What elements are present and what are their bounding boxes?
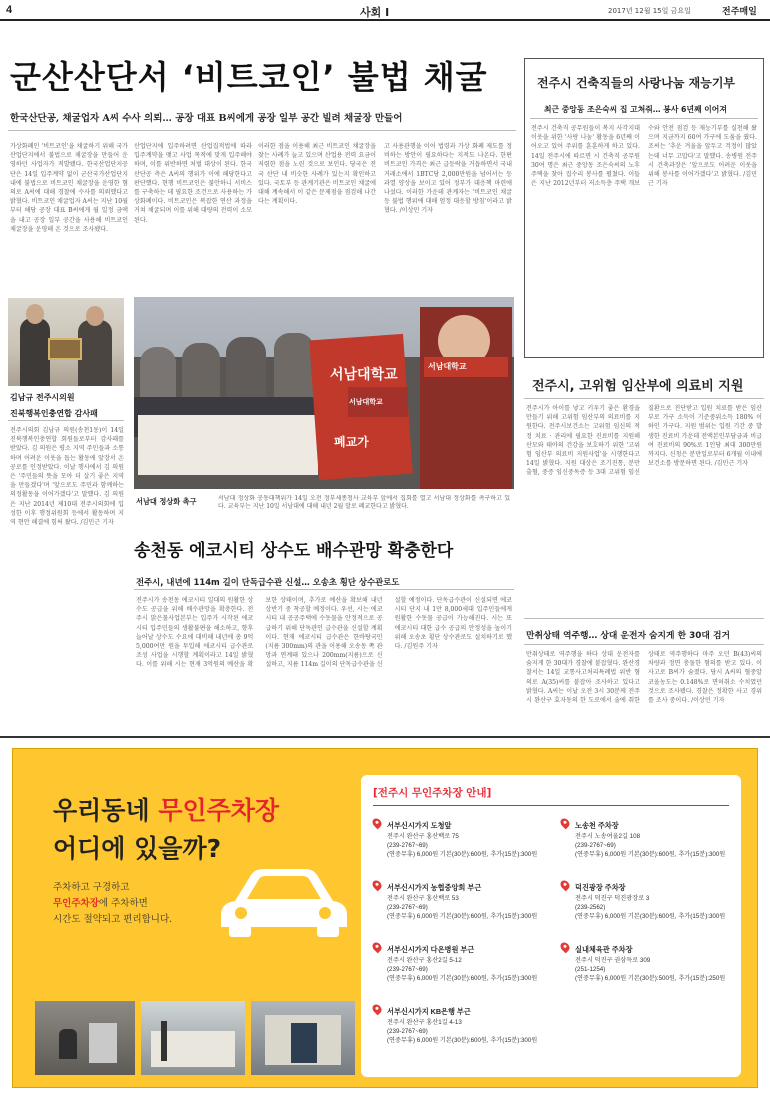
parking-lot-item [373,937,553,983]
parking-lot-address: 전주시 노송여울2길 108 [575,833,641,840]
pipe-body: 전주시가 송천동 에코시티 일대의 원활한 상수도 공급을 위해 배수관망을 확충한다. 전주시 맑은물사업본부는 입주가 시작된 에코시티 입주민들의 생활불편을 해소하고, 향후 늘어날 상수도 수요에 대비해 내년에 총 9억5,000여만 원을 투입해 에코시티 급수관로 조성 사업을 시행할 계획이라고 14일 밝혔다. 이를 위해 시는 현재 3억원의 예산을 확보한 상태이며, 추가로 예산을 확보해 내년 상반기 중 착공할 예정이다. 우선, 시는 에코시티 내 공공주택에 수돗물을 안정적으로 공급하기 위해 단독관인 급수관을 신설할 계획이다. 현재 에코시티 급수관은 한바탕국민(지름 300mm)의 관을 이용해 오송동 쪽 관망과 연계돼 있으나 200mm(지름)으로 신설하고, 지름 114m 길이의 단독급수관을 신설할 예정이다. 단독급수관이 신설되면 에코시티 단지 내 1만 8,000세대 입주민들에게 원활한 수돗물 공급이 가능해진다. 시는 또 에코시티 대한 급수 공급의 안정성을 높이기 위해 오송초 횡단 상수관로도 설치하기로 했다. /김원주 기자 [136,597,512,669]
issue-date: 2017년 12월 15일 금요일 [608,7,691,15]
parking-lot-name: 노송천 주차장 [575,821,619,830]
section-label: 사회 Ⅰ [360,6,390,19]
ad-photo-3 [251,1001,355,1075]
parking-lot-name: 서부신시가지 농협중앙회 부근 [387,883,482,892]
location-pin-icon [371,879,384,892]
parking-info-title: [전주시 무인주차장 안내] [373,787,492,799]
parking-lot-phone: (239-2767~69) [575,842,616,849]
location-pin-icon [559,817,572,830]
parking-lot-item [373,813,553,859]
award-photo [8,298,124,386]
lead-subhead: 한국산단공, 채굴업자 A씨 수사 의뢰… 공장 대표 B씨에게 공장 일부 공간 빌려 채굴장 만들어 [10,113,403,124]
parking-lot-phone: (239-2767~69) [387,904,428,911]
parking-lot-phone: (239-2767~69) [387,966,428,973]
parking-lot-fee: (연중무휴) 6,000원 기본(30분):600원, 추가(15분):300원 [575,851,726,858]
parking-lot-address: 전주시 완산구 홍산백로 53 [387,895,459,902]
location-pin-icon [371,817,384,830]
parking-lot-name: 서부신시가지 도청앞 [387,821,452,830]
photo-caption: 서남대 정상화 공동대책위가 14일 오전 정부세종청사 교육부 앞에서 집회를 열고 서남대 정상화를 촉구하고 있다. 교육부는 지난 10일 서남대에 대해 내년 2월 말로 폐교한다고 밝혔다. [218,495,510,510]
page-number: 4 [6,4,13,16]
ad-sub-2-highlight: 무인주차장 [53,898,99,909]
location-pin-icon [559,941,572,954]
parking-lot-fee: (연중무휴) 6,000원 기본(30분):600원, 추가(15분):300원 [387,851,538,858]
drunk-body: 만취상태로 역주행을 하다 상대 운전자를 숨지게 한 30대가 경찰에 붙잡혔다. 완산경찰서는 14일 교통사고처리특례법 위반 혐의로 A(35)씨를 붙잡아 조사하고 있다고 밝혔다. A씨는 이날 오전 3시 30분께 전주시 완산구 효자동의 한 도로에서 술에 취한 상태로 역주행하다 마주 오던 B(43)씨의 차량과 정면 충돌한 혐의를 받고 있다. 이 사고로 B씨가 숨졌다. 당시 A씨의 혈중알코올농도는 0.148%로 면허취소 수치였던 것으로 조사됐다. 경찰은 정확한 사고 경위를 조사 중이다. /이상민 기자 [526,651,762,705]
lead-col-1: 가상화폐인 '비트코인'을 채굴하기 위해 국가산업단지에서 불법으로 채굴장을 만들어 운영하던 사업자가 적발됐다. 한국산업단지공단은 14일 입주계약 없이 군산국가산업단지 내에 불법으로 비트코인 채굴장을 운영한 혐의로 A씨에 대해 경찰에 수사를 의뢰했다고 밝혔다. 비트코인 채굴업자 A씨는 지난 10월부터 해당 공장 대표 B씨에게 월 일정 금액을 내고 공장 일부 공간을 사용해 비트코인 채굴장을 운영해 온 것으로 조사됐다. [10,143,128,233]
lead-col-4: 고 사용관행을 이어 법령과 가상 화폐 제도를 정비하는 방안이 필요하다는 지적도 나온다. 한편 비트코인 가격은 최근 급등락을 거듭하면서 국내 거래소에서 1BTC당 2,000만원을 넘어서는 등 과열 양상을 보이고 있어 정부가 대응책 마련에 나섰다. 이러한 가운데 관계자는 '비트코인 채굴 등 불법 행위에 대해 엄정 대응할 방침'이라고 밝혔다. /이상민 기자 [384,143,512,215]
ad-title-highlight: 무인주차장 [158,796,280,825]
parking-lot-fee: (연중무휴) 6,000원 기본(30분):500원, 추가(15분):250원 [575,975,726,982]
parking-lot-address: 전주시 완산구 홍산백로 75 [387,833,459,840]
parking-lot-fee: (연중무휴) 6,000원 기본(30분):600원, 추가(15분):300원 [387,1037,538,1044]
parking-lot-phone: (251-1254) [575,966,606,973]
parking-lot-address: 전주시 완산구 홍산2길 5-12 [387,957,462,964]
pipe-headline: 송천동 에코시티 상수도 배수관망 확충한다 [134,541,454,561]
parking-lot-fee: (연중무휴) 6,000원 기본(30분):600원, 추가(15분):300원 [387,975,538,982]
ad-sub-1: 주차하고 구경하고 [53,882,130,893]
parking-lot-phone: (239-2767~69) [387,842,428,849]
ad-photo-2 [141,1001,245,1075]
parking-lot-phone: (239-2767~69) [387,1028,428,1035]
parking-lot-address: 전주시 완산구 홍산1길 4-13 [387,1019,462,1026]
protest-sign-sub: 폐교가 [334,435,369,449]
lead-col-3: 이러한 점을 이용해 최근 비트코인 채굴장을 찾는 사례가 늘고 있으며 산업용 전력 요금이 저렴한 점을 노린 것으로 보인다. 당국은 전국 산단 내 비슷한 사례가 있는지 확인하고 있다. 국토부 등 관계기관은 비트코인 채굴에 대해 계속해서 이 같은 문제점을 점검해 나간다는 계획이다. [258,143,376,206]
car-icon [213,863,353,939]
parking-lot-name: 서부신시가지 KB은행 부근 [387,1007,471,1016]
protest-photo [134,297,514,489]
ad-sub-2-rest: 에 주차하면 [98,898,148,909]
parking-lot-item [373,875,553,921]
ad-title-word: 우리동네 [53,796,150,825]
parking-lot-address: 전주시 덕진구 덕진광장로 3 [575,895,650,902]
parking-lot-name: 덕진광장 주차장 [575,883,626,892]
ad-title-line1 [53,791,279,827]
lead-col-2: 산업단지에 입주하려면 산업집적법에 따라 입주계약을 맺고 사업 목적에 맞게 입주해야 하며, 이를 위반하면 처벌 대상이 된다. 한국산단공 측은 A씨의 행위가 이에 해당한다고 판단했다. 현행 비트코인은 불안하니 서비스를 구축하는 데 필요한 조건으로 사용하는 가상화폐이다. 비트코인은 복잡한 연산 과정을 거쳐 채굴되며 이를 위해 대량의 전력이 소모된다. [134,143,252,224]
parking-lot-item [561,813,737,859]
protest-sign-2: 서남대학교 [428,362,467,371]
medical-headline: 전주시, 고위험 임산부에 의료비 지원 [532,379,744,394]
donation-subtitle: 최근 중앙동 조은숙씨 집 고쳐줘… 봉사 6년째 이어져 [544,105,727,114]
protest-sign-text: 서남대학교 [330,367,398,383]
ad-sub-2 [53,895,148,909]
ad-photo-1 [35,1001,135,1075]
parking-lot-fee: (연중무휴) 6,000원 기본(30분):600원, 추가(15분):300원 [575,913,726,920]
parking-lot-item [561,937,737,983]
parking-lot-phone: (239-2562) [575,904,606,911]
location-pin-icon [371,1003,384,1016]
parking-lot-item [561,875,737,921]
pipe-subhead: 전주시, 내년에 114m 길이 단독급수관 신설… 오송초 횡단 상수관로도 [136,577,400,587]
parking-lot-fee: (연중무휴) 6,000원 기본(30분):600원, 추가(15분):300원 [387,913,538,920]
protest-sign-3: 서남대학교 [349,398,383,406]
parking-lot-name: 서부신시가지 다온병원 부근 [387,945,475,954]
drunk-headline: 만취상태 역주행… 상대 운전자 숨지게 한 30대 검거 [526,631,730,641]
lead-headline: 군산산단서 ‘비트코인’ 불법 채굴 [10,58,488,96]
location-pin-icon [371,941,384,954]
paper-name: 전주매일 [722,7,757,17]
donation-title: 전주시 건축직들의 사랑나눔 재능기부 [537,76,736,90]
ad-sub-3: 시간도 절약되고 편리합니다. [53,914,173,925]
parking-lot-item [373,999,553,1045]
ad-title-line2: 어디에 있을까? [53,834,222,863]
profile-body: 전주시의회 김남규 의원(송천1동)이 14일 진북행복인충연합 회원들로부터 감사패를 받았다. 김 의원은 평소 지역 주민들과 소통하며 어려운 이웃을 돕는 활동에 앞장서 온 공로를 인정받았다. 이날 행사에서 김 의원은 '주민들의 뜻을 모아 더 살기 좋은 지역을 만들겠다'며 '앞으로도 주민과 함께하는 의정활동을 이어가겠다'고 말했다. 김 의원은 지난 2014년 제10대 전주시의회에 입성한 이후 행정위원회 등에서 활동하며 지역 현안 해결에 힘써 왔다. /김민근 기자 [10,427,124,527]
location-pin-icon [559,879,572,892]
donation-body: 전주시 건축직 공무원들이 복지 사각지대 이웃을 위한 '사랑 나눔' 활동을 6년째 이어오고 있어 주위를 훈훈하게 하고 있다. 14일 전주시에 따르면 시 건축직 공무원 30여 명은 최근 중앙동 조은숙씨의 노후 주택을 찾아 집수리 봉사를 펼쳤다. 이들은 지난 2012년부터 저소득층 주택 개보수와 안전 점검 등 재능기부를 실천해 왔으며 지금까지 60여 가구에 도움을 줬다. 조씨는 '추운 겨울을 앞두고 걱정이 많았는데 너무 고맙다'고 말했다. 송병원 전주시 건축과장은 '앞으로도 어려운 이웃을 위해 봉사를 이어가겠다'고 밝혔다. /김민근 기자 [531,125,757,188]
parking-lot-address: 전주시 덕진구 권삼득로 309 [575,957,651,964]
parking-info-panel [361,775,741,1077]
photo-tag: 서남대 정상화 촉구 [136,497,197,506]
profile-title: 진북행복인충연합 감사패 [10,409,98,418]
parking-lot-name: 실내체육관 주차장 [575,945,633,954]
profile-name: 김남규 전주시의원 [10,393,75,402]
parking-ad [12,748,758,1088]
medical-body: 전주시가 아이를 낳고 키우기 좋은 환경을 만들기 위해 고위험 임산부의 의료비를 지원한다. 전주시보건소는 고위험 임신의 적정 치료 · 관리에 필요한 진료비를 지원해 산모와 태아의 건강을 보호하기 위한 '고위험 임산부 의료비 지원사업'을 시행한다고 14일 밝혔다. 지원 대상은 조기진통, 분만 출혈, 중증 임신중독증 등 3대 고위험 임신질환으로 진단받고 입원 치료를 받은 임산부로 가구 소득이 기준중위소득 180% 이하인 가구다. 지원 범위는 입원 기간 중 발생한 진료비 가운데 전액본인부담금과 비급여 진료비의 90%로 1인당 최대 300만원까지다. 신청은 분만일로부터 6개월 이내에 보건소를 방문하면 된다. /김민근 기자 [526,405,762,477]
